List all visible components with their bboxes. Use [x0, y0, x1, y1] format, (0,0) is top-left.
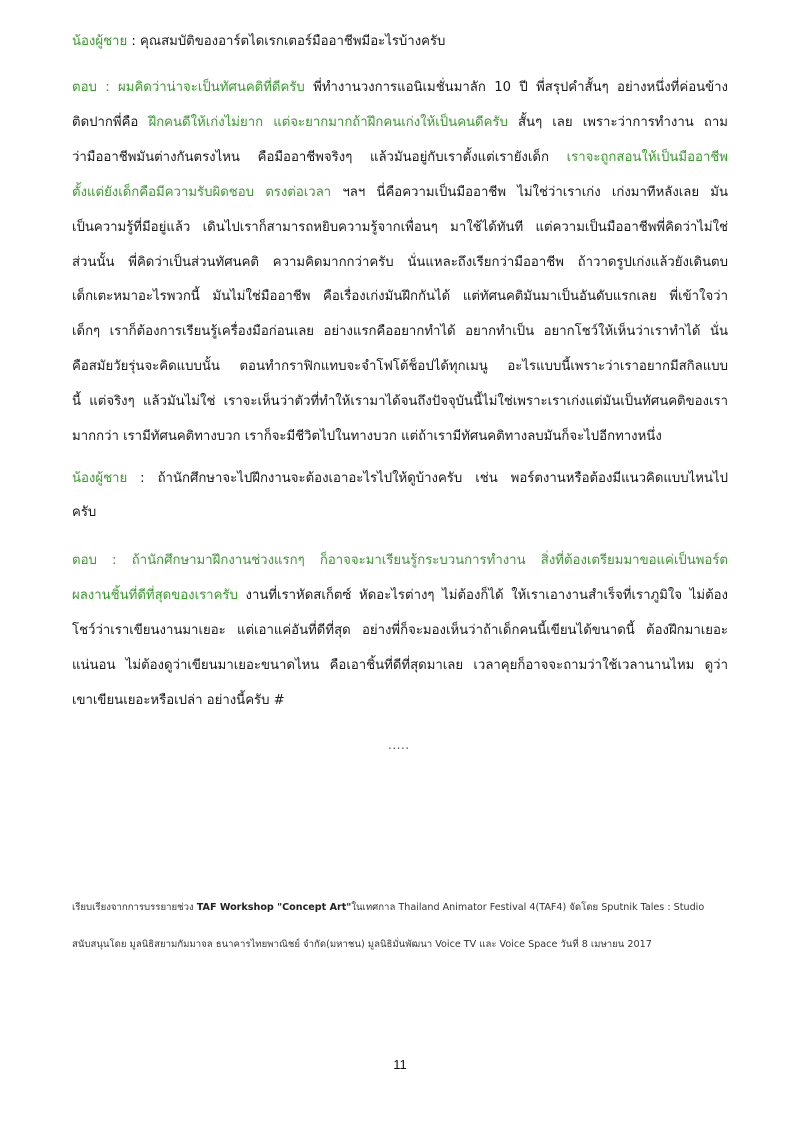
body-text: นี้ แต่จริงๆ แล้วมันไม่ใช่ เราจะเห็นว่าตัวที่ทำให้เรามาได้จนถึงปัจจุบันนี้ไม่ใช่เพราะเราเก่งแต่มันเป็นทัศนคติของเรา	[72, 394, 728, 410]
body-text: ฯลฯ นี่คือความเป็นมืออาชีพ ไม่ใช่ว่าเราเก่ง เก่งมาทีหลังเลย มัน	[331, 184, 728, 200]
body-text: ส่วนนั้น พี่คิดว่าเป็นส่วนทัศนคติ ความคิดมากกว่าครับ นั่นแหละถึงเรียกว่ามืออาชีพ ถ้าวาดรูปเก่งแล้วยังเดินตบ	[72, 254, 728, 270]
paragraph-line	[72, 426, 728, 448]
highlighted-text: ผลงานชิ้นที่ดีที่สุดของเราครับ	[72, 587, 238, 603]
footer-text: เรียบเรียงจากการบรรยายช่วง	[72, 902, 197, 913]
paragraph-line	[72, 286, 728, 308]
paragraph-line	[72, 77, 728, 99]
highlighted-text: ฝึกคนดีให้เก่งไม่ยาก แต่จะยากมากถ้าฝึกคนเก่งให้เป็นคนดีครับ	[148, 114, 508, 130]
question-text: ถ้านักศึกษาจะไปฝึกงานจะต้องเอาอะไรไปให้ดูบ้างครับ เช่น พอร์ตงานหรือต้องมีแนวคิดแบบไหนไป	[157, 471, 728, 486]
paragraph-line	[72, 147, 728, 169]
speaker-label: น้องผู้ชาย	[72, 34, 128, 49]
body-text: มากกว่า เรามีทัศนคติทางบวก เราก็จะมีชีวิตไปในทางบวก แต่ถ้าเรามีทัศนคติทางลบมันก็จะไปอีกทางหนึ่ง	[72, 429, 662, 444]
page-number: 11	[393, 1057, 407, 1072]
paragraph-line	[72, 690, 728, 712]
paragraph-line	[72, 391, 728, 413]
body-text: สั้นๆ เลย เพราะว่าการทำงาน ถาม	[507, 114, 728, 130]
paragraph-line	[72, 585, 728, 607]
speaker-label: น้องผู้ชาย	[72, 471, 128, 486]
body-text: เด็กเตะหมาอะไรพวกนี้ มันไม่ใช่มืออาชีพ คือเรื่องเก่งมันฝึกกันได้ แต่ทัศนคติมันมาเป็นอันดับแรกเลย พี่เข้าใจว่า	[72, 289, 728, 305]
paragraph-line	[72, 112, 728, 134]
question-2-line-2	[72, 502, 728, 524]
paragraph-line	[72, 217, 728, 239]
paragraph-line	[72, 550, 728, 572]
paragraph-line	[72, 655, 728, 677]
separator: :	[127, 471, 158, 486]
body-text: เด็กๆ เราก็ต้องการเรียนรู้เครื่องมือก่อนเลย อย่างแรกคืออยากทำได้ อยากทำเป็น อยากโชว์ให้เห็นว่าเราทำได้ นั่น	[72, 324, 728, 340]
highlighted-text: เราจะถูกสอนให้เป็นมืออาชีพ	[566, 149, 728, 165]
footer-credit-line-2	[72, 938, 652, 952]
body-text: คือสมัยวัยรุ่นจะคิดแบบนั้น ตอนทำกราฟิกแทบจะจำโฟโต้ช็อปได้ทุกเมนู อะไรแบบนี้เพราะว่าเราอยากมีสกิลแบบ	[72, 359, 728, 375]
question-text: คุณสมบัติของอาร์ตไดเรกเตอร์มืออาชีพมีอะไรบ้างครับ	[140, 34, 446, 49]
highlighted-text: ตอบ : ผมคิดว่าน่าจะเป็นทัศนคติที่ดีครับ	[72, 80, 305, 95]
body-text: ว่ามืออาชีพมันต่างกันตรงไหน คือมืออาชีพจริงๆ แล้วมันอยู่กับเราตั้งแต่เรายังเด็ก	[72, 149, 567, 165]
body-text: แน่นอน ไม่ต้องดูว่าเขียนมาเยอะขนาดไหน คือเอาชิ้นที่ดีที่สุดมาเลย เวลาคุยก็อาจจะถามว่าใช้เวลานานไหม ดูว่า	[72, 657, 728, 673]
separator: :	[127, 34, 141, 49]
question-1	[72, 31, 728, 53]
paragraph-line	[72, 252, 728, 274]
body-text: เป็นความรู้ที่มีอยู่แล้ว เดินไปเราก็สามารถหยิบความรู้จากเพื่อนๆ มาใช้ได้ทันที แต่ความเป็นมืออาชีพพี่คิดว่าไม่ใช่	[72, 219, 728, 235]
highlighted-text: ตอบ : ถ้านักศึกษามาฝึกงานช่วงแรกๆ ก็อาจจะมาเรียนรู้กระบวนการทำงาน สิ่งที่ต้องเตรียมมาขอแค่เป็นพอร์ต	[72, 553, 728, 568]
footer-credit-line-1	[72, 901, 704, 915]
ellipsis-separator: .....	[388, 738, 410, 752]
body-text: โชว์ว่าเราเขียนงานมาเยอะ แต่เอาแค่อันที่ดีที่สุด อย่างพี่ก็จะมองเห็นว่าถ้าเด็กคนนี้เขียนได้ขนาดนี้ ต้องฝึกมาเยอะ	[72, 622, 728, 638]
body-text: เขาเขียนเยอะหรือเปล่า อย่างนี้ครับ #	[72, 692, 285, 708]
footer-text: สนับสนุนโดย มูลนิธิสยามกัมมาจล ธนาคารไทยพาณิชย์ จำกัด(มหาชน) มูลนิธิมั่นพัฒนา Voice TV และ Voice Space วันที่ 8 เมษายน 2017	[72, 939, 652, 950]
workshop-title: TAF Workshop "Concept Art"	[196, 902, 352, 913]
body-text: งานที่เราหัดสเก็ตซ์ หัดอะไรต่างๆ ไม่ต้องก็ได้ ให้เราเอางานสำเร็จที่เราภูมิใจ ไม่ต้อง	[237, 587, 728, 603]
highlighted-text: ตั้งแต่ยังเด็กคือมีความรับผิดชอบ ตรงต่อเวลา	[72, 184, 332, 200]
question-text: ครับ	[72, 505, 97, 520]
paragraph-line	[72, 321, 728, 343]
paragraph-line	[72, 356, 728, 378]
paragraph-line	[72, 182, 728, 204]
body-text: ติดปากพี่คือ	[72, 114, 149, 130]
body-text: พี่ทำงานวงการแอนิเมชั่นมาลัก 10 ปี พี่สรุปคำสั้นๆ อย่างหนึ่งที่ค่อนข้าง	[304, 80, 728, 95]
question-2-line-1	[72, 468, 728, 490]
footer-text: ในเทศกาล Thailand Animator Festival 4(TAF4) จัดโดย Sputnik Tales : Studio	[351, 902, 705, 913]
paragraph-line	[72, 620, 728, 642]
